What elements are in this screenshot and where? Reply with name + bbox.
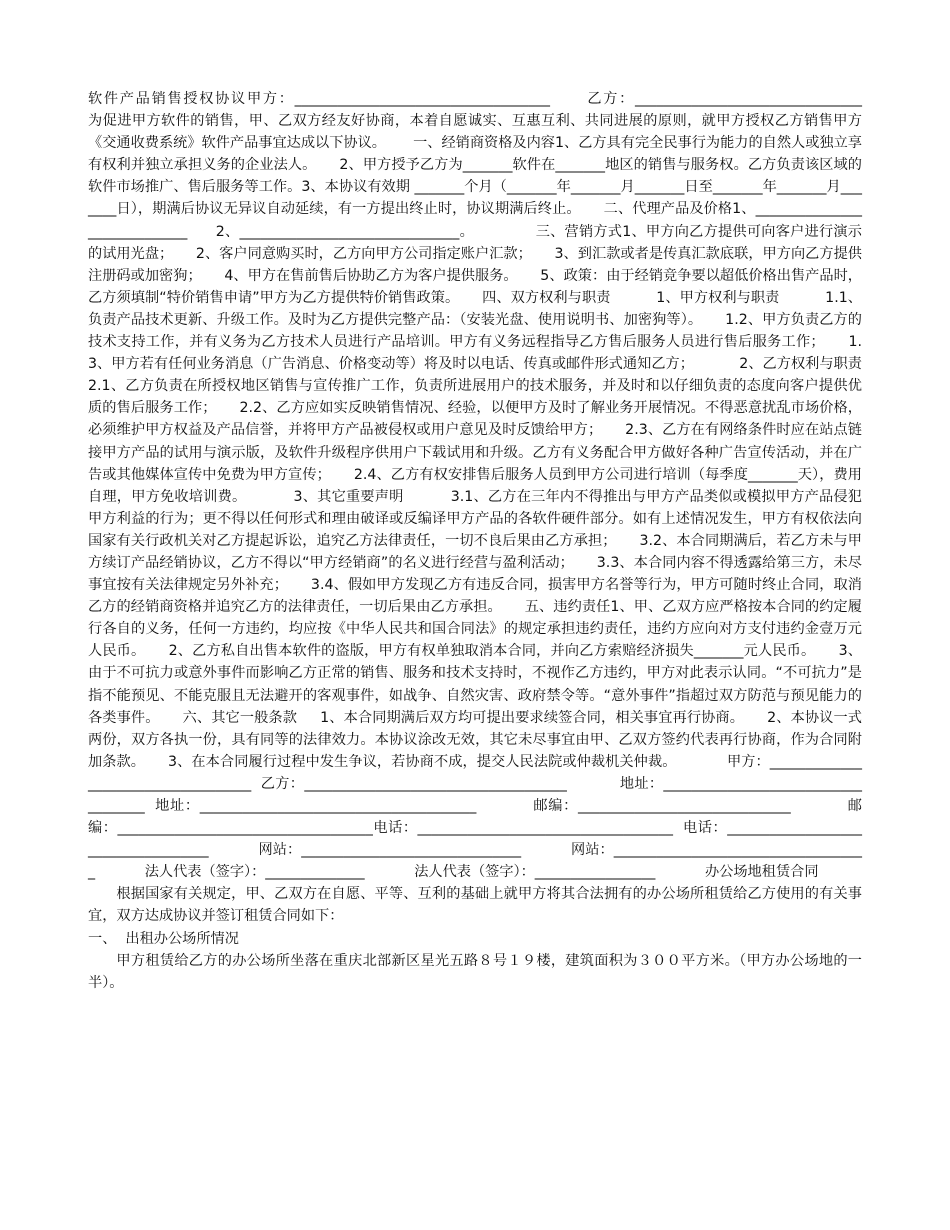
document-page bbox=[88, 88, 908, 994]
lease-intro-paragraph: 根据国家有关规定，甲、乙双方在自愿、平等、互利的基础上就甲方将其合法拥有的办公场所租赁给乙方使用的有关事宜，双方达成协议并签订租赁合同如下： bbox=[88, 886, 862, 925]
lease-section-1-text: 甲方租赁给乙方的办公场所坐落在重庆北部新区星光五路８号１９楼，建筑面积为３００平方米。（甲方办公场地的一半）。 bbox=[88, 952, 862, 991]
agreement-body-text: 软件产品销售授权协议甲方：____________________________________ 乙方：________________________________ 为促进甲方软件的销售，甲、乙双方经友好协商，本着自愿诚实、互惠互利、共同进展的原则，就甲方授权乙方销售甲方《交通收费系统》软件产品事宜达成以下协议。 一、经销商资格及内容1、乙方具有完全民事行为能力的自然人或独立享有权利并独立承担义务的企业法人。 2、甲方授予乙方为_______软件在_______地区的销售与服务权。乙方负责该区域的软件市场推广、售后服务等工作。3、本协议有效期 _______个月（_______年_______月_______日至_______年_______月_______日），期满后协议无异议自动延续，有一方提出终止时，协议期满后终止。 二、代理产品及价格1、_____________________________ 2、_______________________________。 三、营销方式1、甲方向乙方提供可向客户进行演示的试用光盘； 2、客户同意购买时，乙方向甲方公司指定账户汇款； 3、到汇款或者是传真汇款底联，甲方向乙方提供注册码或加密狗； 4、甲方在售前售后协助乙方为客户提供服务。 5、政策：由于经销竞争要以超低价格出售产品时，乙方须填制“特价销售申请”甲方为乙方提供特价销售政策。 四、双方权利与职责 1、甲方权利与职责 1.1、负责产品技术更新、升级工作。及时为乙方提供完整产品：（安装光盘、使用说明书、加密狗等）。 1.2、甲方负责乙方的技术支持工作，并有义务为乙方技术人员进行产品培训。甲方有义务远程指导乙方售后服务人员进行售后服务工作； 1.3、甲方若有任何业务消息（广告消息、价格变动等）将及时以电话、传真或邮件形式通知乙方； 2、乙方权利与职责 2.1、乙方负责在所授权地区销售与宣传推广工作，负责所进展用户的技术服务，并及时和以仔细负责的态度向客户提供优质的售后服务工作； 2.2、乙方应如实反映销售情况、经验，以便甲方及时了解业务开展情况。不得恶意扰乱市场价格，必须维护甲方权益及产品信誉，并将甲方产品被侵权或用户意见及时反馈给甲方； 2.3、乙方在有网络条件时应在站点链接甲方产品的试用与演示版，及软件升级程序供用户下载试用和升级。乙方有义务配合甲方做好各种广告宣传活动，并在广告或其他媒体宣传中免费为甲方宣传； 2.4、乙方有权安排售后服务人员到甲方公司进行培训（每季度_______天），费用自理，甲方免收培训费。 3、其它重要声明 3.1、乙方在三年内不得推出与甲方产品类似或模拟甲方产品侵犯甲方利益的行为；更不得以任何形式和理由破译或反编译甲方产品的各软件硬件部分。如有上述情况发生，甲方有权依法向国家有关行政机关对乙方提起诉讼，追究乙方法律责任，一切不良后果由乙方承担； 3.2、本合同期满后，若乙方未与甲方续订产品经销协议，乙方不得以“甲方经销商”的名义进行经营与盈利活动； 3.3、本合同内容不得透露给第三方，未尽事宜按有关法律规定另外补充； 3.4、假如甲方发现乙方有违反合同，损害甲方名誉等行为，甲方可随时终止合同，取消乙方的经销商资格并追究乙方的法律责任，一切后果由乙方承担。 五、违约责任1、甲、乙双方应严格按本合同的约定履行各自的义务，任何一方违约，均应按《中华人民共和国合同法》的规定承担违约责任，违约方应向对方支付违约金壹万元人民币。 2、乙方私自出售本软件的盗版，甲方有权单独取消本合同，并向乙方索赔经济损失_______元人民币。 3、由于不可抗力或意外事件而影响乙方正常的销售、服务和技术支持时，不视作乙方违约，甲方对此表示认同。“不可抗力”是指不能预见、不能克服且无法避开的客观事件，如战争、自然灾害、政府禁令等。“意外事件”指超过双方防范与预见能力的各类事件。 六、其它一般条款 1、本合同期满后双方均可提出要求续签合同，相关事宜再行协商。 2、本协议一式两份，双方各执一份，具有同等的法律效力。本协议涂改无效，其它未尽事宜由甲、乙双方签约代表再行协商，作为合同附加条款。 3、在本合同履行过程中发生争议，若协商不成，提交人民法院或仲裁机关仲裁。 甲方：____________________________________ 乙方：_____________________________________ 地址：____________________________________ 地址：_______________________________________ 邮编：______________________________ 邮编：____________________________________电话：____________________________________ 电话：____________________________________ 网站：_______________________________ 网站：____________________________________ 法人代表（签字）：______________ 法人代表（签字）：_________________ 办公场地租赁合同 bbox=[88, 91, 908, 881]
lease-section-1-heading: 一、 出租办公场所情况 bbox=[88, 930, 239, 947]
